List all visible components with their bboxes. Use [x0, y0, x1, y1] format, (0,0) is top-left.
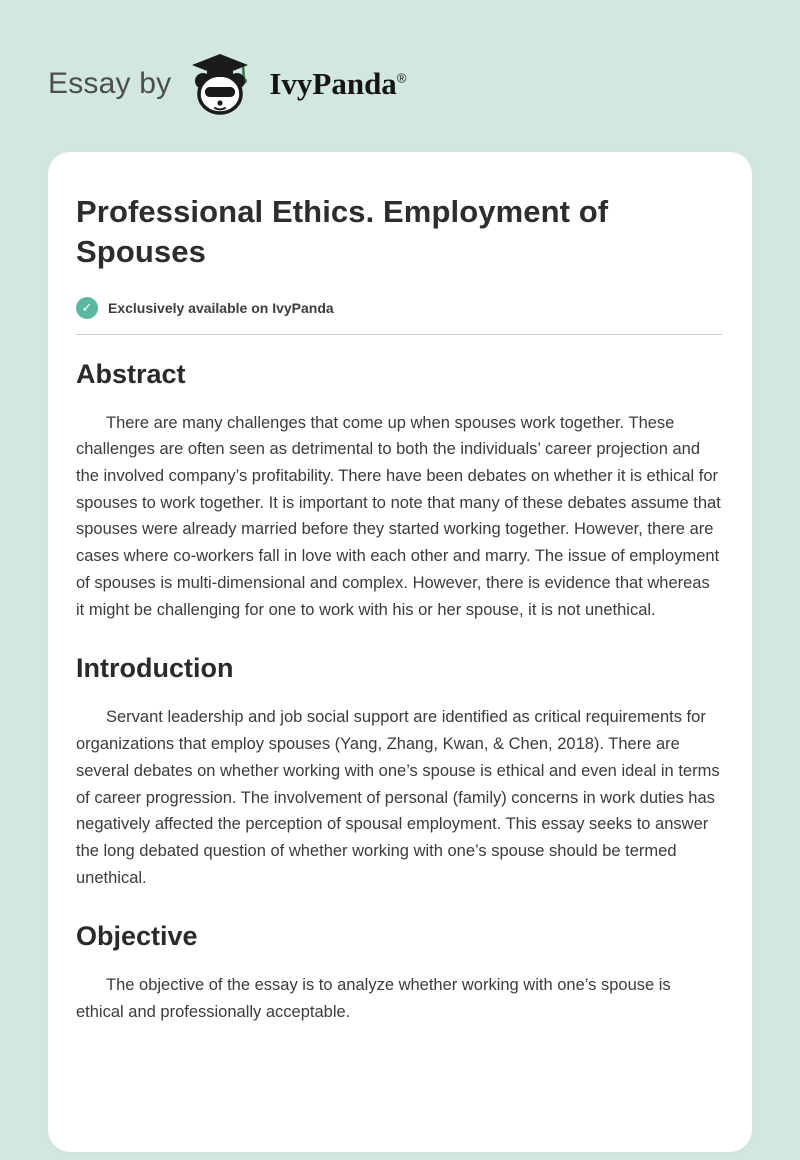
registered-mark: ® — [396, 70, 407, 86]
essay-card — [48, 152, 752, 1152]
availability-badge — [76, 297, 722, 319]
section-heading-objective: Objective — [76, 921, 198, 952]
check-icon: ✓ — [76, 297, 98, 319]
section-body-objective: The objective of the essay is to analyze whether working with one’s spouse is ethical and professionally acceptable. — [76, 976, 671, 1022]
brand-name: IvyPanda — [269, 66, 397, 101]
section-body-abstract: There are many challenges that come up when spouses work together. These challenges are often seen as detrimental to both the individuals’ career projection and the involved company’s profitability. There have been debates on whether it is ethical for spouses to work together. It is important to note that many of these debates assume that spouses were already married before they started working together. However, there are cases where co-workers fall in love with each other and marry. The issue of employment of spouses is multi-dimensional and complex. However, there is evidence that whereas it might be challenging for one to work with his or her spouse, it is not unethical. — [76, 413, 721, 619]
page-title: Professional Ethics. Employment of Spouses — [76, 194, 609, 270]
essay-by-label: Essay by — [48, 67, 172, 100]
divider — [76, 334, 722, 335]
section-body-introduction: Servant leadership and job social support are identified as critical requirements for organizations that employ spouses (Yang, Zhang, Kwan, & Chen, 2018). There are several debates on whether working with one’s spouse is ethical and even ideal in terms of career progression. The involvement of personal (family) concerns in work duties has negatively affected the perception of spousal employment. This essay seeks to answer the long debated question of whether working with one’s spouse should be termed unethical. — [76, 708, 720, 887]
availability-badge-label: Exclusively available on IvyPanda — [108, 299, 334, 316]
brand-wordmark — [269, 66, 406, 102]
site-header — [0, 0, 800, 128]
section-heading-introduction: Introduction — [76, 653, 234, 684]
panda-graduation-icon — [185, 52, 255, 116]
section-heading-abstract: Abstract — [76, 358, 186, 389]
